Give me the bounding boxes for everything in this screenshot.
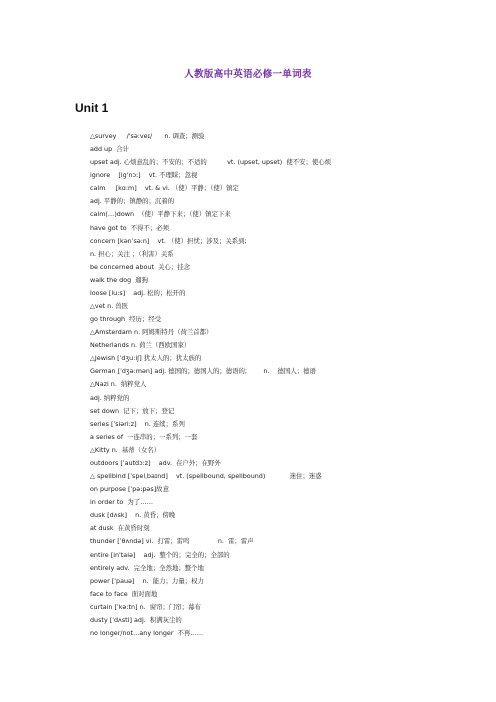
vocabulary-entry: △ spellbind [ˈspelˌbaɪnd] vt. (spellbound, spellbound) 迷住；迷惑 xyxy=(90,472,322,481)
vocabulary-entry: outdoors [ˈautdɔ:z] adv. 在户外；在野外 xyxy=(90,458,221,467)
vocabulary-entry: entirely adv. 完全地；全然地；整个地 xyxy=(90,563,204,572)
vocabulary-entry: △survey /'sə:veɪ/ n. 调查；测验 xyxy=(90,132,205,140)
vocabulary-entry: loose [lu:s] adj. 松的；松开的 xyxy=(90,288,186,297)
vocabulary-entry: adj. 纳粹党的 xyxy=(90,393,130,402)
vocabulary-entry: adj. 平静的；镇静的；沉着的 xyxy=(90,197,175,206)
vocabulary-entry: series [ˈsiəri:z] n. 连续；系列 xyxy=(90,419,185,428)
vocabulary-entry: calm(…)down （使）平静下来；（使）镇定下来 xyxy=(90,210,231,219)
vocabulary-entry: a series of 一连串的；一系列；一套 xyxy=(90,432,198,441)
vocabulary-entry: upset adj. 心烦意乱的；不安的；不适的 vt. (upset, upset) 使不安；使心烦 xyxy=(90,158,332,167)
vocabulary-entry: n. 担心；关注 ；（利害）关系 xyxy=(90,249,174,258)
vocabulary-entry: in order to 为了…… xyxy=(90,498,153,507)
vocabulary-entry: be concerned about 关心；挂念 xyxy=(90,262,190,271)
vocabulary-entry: dusty [ˈdʌsti] adj. 积满灰尘的 xyxy=(90,615,182,624)
vocabulary-entry: △Kitty n. 基蒂（女名） xyxy=(90,445,161,454)
vocabulary-entry: at dusk 在黄昏时刻 xyxy=(90,524,150,533)
vocabulary-entry: △vet n. 兽医 xyxy=(90,302,129,311)
vocabulary-entry: ignore [ig'nɔ:] vt. 不理睬；忽视 xyxy=(90,171,198,180)
vocabulary-entry: △Jewish [ˈdʒu:iʃ] 犹太人的；犹太族的 xyxy=(90,354,202,363)
vocabulary-entry: △Nazi n. 纳粹党人 xyxy=(90,380,147,389)
vocabulary-entry: German [ˈdʒə:mən] adj. 德国的；德国人的；德语的; n. 德国人；德语 xyxy=(90,367,316,376)
vocabulary-entry: set down 记下；放下；登记 xyxy=(90,406,175,415)
vocabulary-entry: no longer/not…any longer 不再…… xyxy=(90,628,204,637)
vocabulary-entry: dusk [dʌsk] n. 黄昏；傍晚 xyxy=(90,511,176,520)
vocabulary-entry: curtain [ˈkə:tn] n. 窗帘；门帘；幕布 xyxy=(90,602,201,611)
vocabulary-entry: △Amsterdam n. 阿姆斯特丹（荷兰首都） xyxy=(90,328,213,337)
vocabulary-entry: add up 合计 xyxy=(90,145,130,154)
vocabulary-entry: face to face 面对面地 xyxy=(90,589,158,598)
vocabulary-entry: have got to 不得不；必须 xyxy=(90,223,170,232)
vocabulary-entry: walk the dog 遛狗 xyxy=(90,275,149,284)
vocabulary-entry: entire [inˈtaiə] adj. 整个的；完全的；全部的 xyxy=(90,550,230,559)
vocabulary-entry: thunder [ˈθʌndə] vi. 打雷；雷鸣 n. 雷；雷声 xyxy=(90,537,254,546)
vocabulary-entry: power [ˈpauə] n. 能力；力量；权力 xyxy=(90,576,204,585)
vocabulary-entry: go through 经历；经受 xyxy=(90,315,162,324)
vocabulary-entry: concern [kənˈsə:n] vt. （使）担忧；涉及；关系到; xyxy=(90,236,247,245)
document-title: 人教版高中英语必修一单词表 xyxy=(184,69,312,80)
unit-heading: Unit 1 xyxy=(75,101,109,115)
vocabulary-entry: Netherlands n. 荷兰（西欧国家） xyxy=(90,341,191,350)
vocabulary-entry: calm [kɑ:m] vt. & vi. （使）平静；（使）镇定 xyxy=(90,184,239,193)
vocabulary-list xyxy=(90,130,470,640)
vocabulary-entry: on purpose [ˈpə:pəs]故意 xyxy=(90,485,169,494)
